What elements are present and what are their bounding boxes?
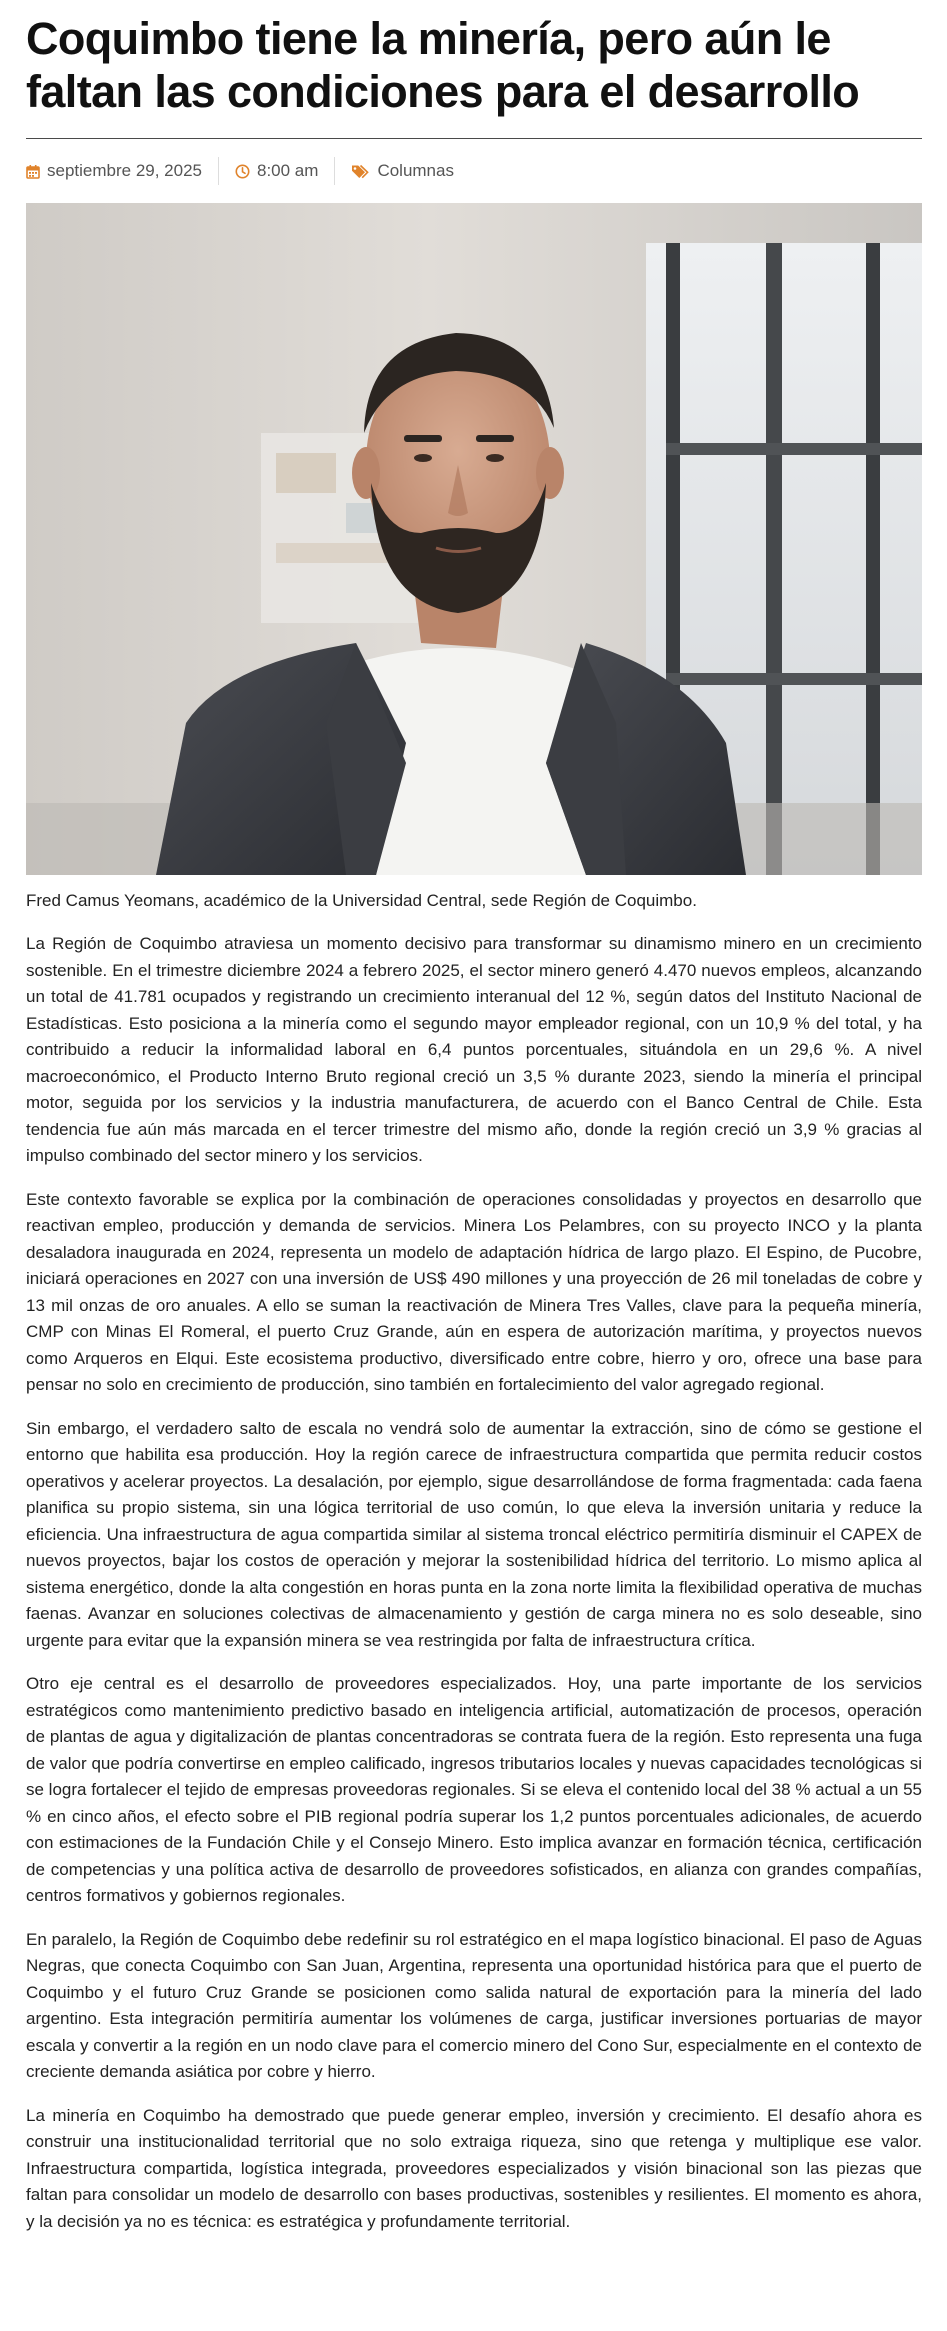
meta-time-text: 8:00 am [257, 161, 319, 180]
article-paragraph: Sin embargo, el verdadero salto de escala no vendrá solo de aumentar la extracción, sino de cómo se gestione el entorno que habilita esa producción. Hoy la región carece de infraestructura compartida que permita reducir costos operativos y acelerar proyectos. La desalación, por ejemplo, sigue desarrollándose de forma fragmentada: cada faena planifica su propio sistema, sin una lógica territorial de uso común, lo que eleva la inversión unitaria y reduce la eficiencia. Una infraestructura de agua compartida similar al sistema troncal eléctrico permitiría disminuir el CAPEX de nuevos proyectos, bajar los costos de operación y mejorar la sostenibilidad hídrica del territorio. Lo mismo aplica al sistema energético, donde la alta congestión en horas punta en la zona norte limita la flexibilidad operativa de muchas faenas. Avanzar en soluciones colectivas de almacenamiento y gestión de carga minera no es solo deseable, sino urgente para evitar que la expansión minera se vea restringida por falta de infraestructura crítica. [26, 1418, 922, 1650]
article-paragraph: La Región de Coquimbo atraviesa un momento decisivo para transformar su dinamismo minero en un crecimiento sostenible. En el trimestre diciembre 2024 a febrero 2025, el sector minero generó 4.470 nuevos empleos, alcanzando un total de 41.781 ocupados y registrando un crecimiento interanual del 12 %, según datos del Instituto Nacional de Estadísticas. Esto posiciona a la minería como el segundo mayor empleador regional, con un 10,9 % del total, y ha contribuido a reducir la informalidad laboral en 6,4 puntos porcentuales, situándola en un 29,6 %. A nivel macroeconómico, el Producto Interno Bruto regional creció un 3,5 % durante 2023, siendo la minería el principal motor, seguida por los servicios y la industria manufacturera, de acuerdo con el Banco Central de Chile. Esta tendencia fue aún más marcada en el tercer trimestre del mismo año, donde la región creció un 3,9 % gracias al impulso combinado del sector minero y los servicios. [26, 934, 922, 1165]
meta-category[interactable] [351, 161, 454, 181]
clock-icon [235, 164, 250, 179]
meta-date-text: septiembre 29, 2025 [47, 161, 202, 180]
title-divider [26, 138, 922, 139]
portrait-photo-icon [26, 203, 922, 875]
article-photo [26, 203, 922, 875]
photo-caption: Fred Camus Yeomans, académico de la Universidad Central, sede Región de Coquimbo. [26, 891, 697, 910]
calendar-icon [26, 164, 40, 179]
article-paragraph: En paralelo, la Región de Coquimbo debe redefinir su rol estratégico en el mapa logístico binacional. El paso de Aguas Negras, que conecta Coquimbo con San Juan, Argentina, representa una oportunidad histórica para que el puerto de Coquimbo y el futuro Cruz Grande se posicionen como salida natural de exportación para la minería del lado argentino. Esta integración permitiría aumentar los volúmenes de carga, justificar inversiones portuarias de mayor escala y convertir a la región en un nodo clave para el comercio minero del Cono Sur, especialmente en el contexto de creciente demanda asiática por cobre y hierro. [26, 1929, 922, 2081]
meta-date[interactable] [26, 161, 202, 181]
meta-separator [218, 157, 219, 185]
article-paragraph: Otro eje central es el desarrollo de proveedores especializados. Hoy, una parte importante de los servicios estratégicos como mantenimiento predictivo basado en inteligencia artificial, automatización de procesos, operación de plantas de agua y digitalización de plantas concentradoras se contrata fuera de la región. Esto representa una fuga de valor que podría convertirse en empleo calificado, ingresos tributarios locales y nuevas capacidades tecnológicas si se logra fortalecer el tejido de empresas proveedoras regionales. Si se eleva el contenido local del 38 % actual a un 55 % en cinco años, el efecto sobre el PIB regional podría superar los 1,2 puntos porcentuales adicionales, de acuerdo con estimaciones de la Fundación Chile y el Consejo Minero. Esto implica avanzar en formación técnica, certificación de competencias y una política activa de desarrollo de proveedores sofisticados, en alianza con grandes compañías, centros formativos y gobiernos regionales. [26, 1674, 922, 1905]
article-paragraph: La minería en Coquimbo ha demostrado que puede generar empleo, inversión y crecimiento. El desafío ahora es construir una institucionalidad territorial que no solo extraiga riqueza, sino que retenga y multiplique ese valor. Infraestructura compartida, logística integrada, proveedores especializados y visión binacional son las piezas que faltan para consolidar un modelo de desarrollo con bases productivas, sostenibles y resilientes. El momento es ahora, y la decisión ya no es técnica: es estratégica y profundamente territorial. [26, 2105, 922, 2231]
meta-separator [334, 157, 335, 185]
article-meta [26, 155, 922, 187]
category-link[interactable]: Columnas [377, 161, 454, 180]
article-paragraph: Este contexto favorable se explica por la combinación de operaciones consolidadas y proyectos en desarrollo que reactivan empleo, producción y demanda de servicios. Minera Los Pelambres, con su proyecto INCO y la planta desaladora inaugurada en 2024, representa un modelo de adaptación hídrica de largo plazo. El Espino, de Pucobre, iniciará operaciones en 2027 con una inversión de US$ 490 millones y una proyección de 26 mil toneladas de cobre y 13 mil onzas de oro anuales. A ello se suman la reactivación de Minera Tres Valles, clave para la pequeña minería, CMP con Minas El Romeral, el puerto Cruz Grande, aún en espera de autorización marítima, y proyectos nuevos como Arqueros en Elqui. Este ecosistema productivo, diversificado entre cobre, hierro y oro, ofrece una base para pensar no solo en crecimiento de producción, sino también en fortalecimiento del valor agregado regional. [26, 1189, 922, 1394]
tags-icon [351, 164, 370, 179]
article-title: Coquimbo tiene la minería, pero aún le faltan las condiciones para el desarrollo [26, 13, 860, 117]
meta-time [235, 161, 318, 181]
article [26, 0, 922, 2235]
